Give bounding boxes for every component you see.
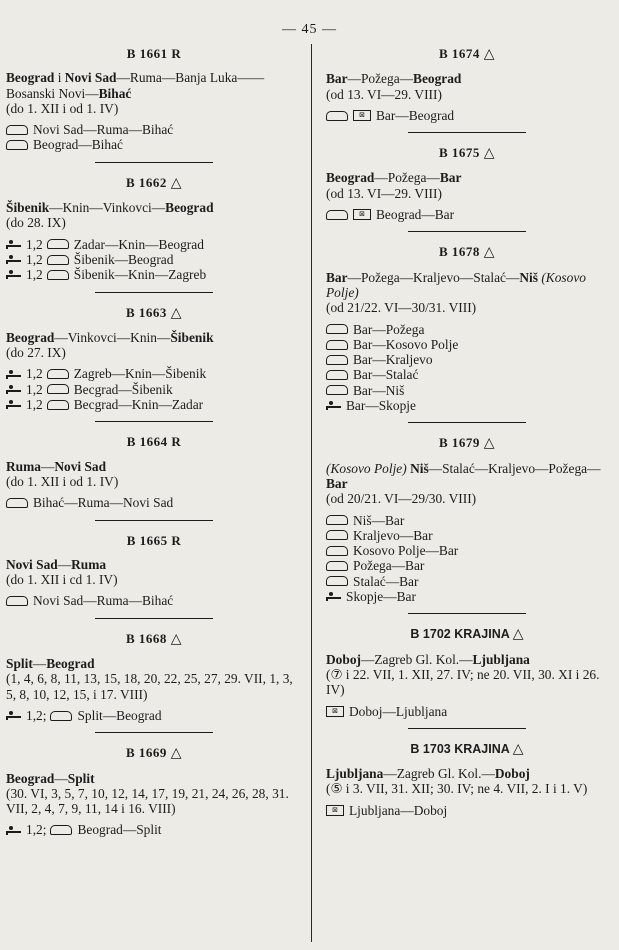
route-terminal: Beograd bbox=[46, 656, 95, 672]
through-car-service bbox=[326, 513, 608, 528]
service-route: Novi Sad—Ruma—Bihać bbox=[33, 593, 174, 609]
class-label: 1,2; bbox=[26, 707, 47, 723]
through-car-service bbox=[326, 108, 608, 123]
class-label: 1,2 bbox=[26, 366, 43, 382]
route-terminal: Novi Sad bbox=[54, 458, 107, 474]
train-route bbox=[6, 459, 302, 474]
route-via: — bbox=[40, 458, 55, 474]
route-terminal: Ruma bbox=[71, 556, 107, 572]
seasonal-triangle-icon: △ bbox=[512, 739, 524, 756]
section-divider bbox=[408, 728, 526, 729]
couchette-car-icon bbox=[326, 385, 348, 395]
train-route bbox=[6, 70, 302, 101]
through-car-service bbox=[6, 822, 302, 837]
through-car-service bbox=[6, 366, 302, 381]
route-via: —Požega— bbox=[347, 71, 414, 87]
route-terminal: Split bbox=[6, 656, 33, 672]
through-car-service bbox=[6, 397, 302, 412]
route-terminal: Bar bbox=[326, 71, 348, 87]
train-route bbox=[326, 71, 608, 86]
through-car-service bbox=[326, 589, 608, 604]
train-number-text: B 1674 bbox=[439, 46, 480, 61]
route-terminal: Split bbox=[67, 770, 95, 786]
train-number-text: B 1661 R bbox=[126, 46, 182, 61]
service-route: Bar—Požega bbox=[353, 321, 425, 337]
page-number: — 45 — bbox=[282, 22, 337, 37]
through-car-service bbox=[6, 593, 302, 608]
route-terminal: Niš bbox=[519, 269, 538, 285]
train-number-text: B 1664 R bbox=[126, 434, 182, 450]
route-via: i bbox=[54, 70, 65, 86]
couchette-car-icon bbox=[326, 530, 348, 540]
couchette-car-icon bbox=[6, 596, 28, 606]
through-car-service bbox=[326, 207, 608, 222]
route-terminal: Novi Sad bbox=[6, 556, 58, 572]
route-terminal: Doboj bbox=[494, 766, 530, 782]
couchette-car-icon bbox=[326, 324, 348, 334]
service-route: Požega—Bar bbox=[353, 558, 425, 574]
couchette-car-icon bbox=[326, 576, 348, 586]
train-route bbox=[326, 461, 608, 492]
train-number-text: B 1703 KRAJINA bbox=[410, 741, 510, 756]
route-via: — bbox=[54, 770, 68, 786]
train-number bbox=[6, 631, 302, 647]
train-number bbox=[6, 305, 302, 321]
train-route bbox=[326, 170, 608, 185]
validity-period: (⑦ i 22. VII, 1. XII, 27. IV; ne 20. VII, 30. XI i 26. IV) bbox=[326, 666, 600, 698]
train-route bbox=[6, 771, 302, 786]
through-car-service bbox=[326, 352, 608, 367]
route-note: (Kosovo Polje) bbox=[326, 269, 586, 300]
route-terminal: Šibenik bbox=[6, 200, 50, 216]
service-route: Bihać—Ruma—Novi Sad bbox=[33, 495, 174, 511]
train-route bbox=[6, 656, 302, 671]
service-route: Becgrad—Knin—Zadar bbox=[73, 397, 204, 413]
couchette-car-icon bbox=[326, 340, 348, 350]
route-terminal: Doboj bbox=[326, 651, 361, 667]
sleeping-car-icon bbox=[6, 370, 21, 379]
service-route: Beograd—Bar bbox=[376, 207, 455, 223]
route-via: —Zagreb Gl. Kol.— bbox=[383, 766, 495, 782]
service-route: Šibenik—Knin—Zagreb bbox=[73, 267, 207, 283]
through-car-service bbox=[6, 708, 302, 723]
service-route: Stalać—Bar bbox=[353, 573, 419, 589]
couchette-car-icon bbox=[326, 515, 348, 525]
route-terminal: Bihać bbox=[98, 85, 132, 101]
couchette-car-icon bbox=[326, 355, 348, 365]
class-label: 1,2; bbox=[26, 822, 47, 838]
train-section bbox=[6, 745, 302, 837]
service-route: Beograd—Bihać bbox=[33, 137, 123, 153]
couchette-car-icon bbox=[326, 210, 348, 220]
train-section bbox=[6, 175, 302, 283]
validity-period: (od 20/21. VI—29/30. VIII) bbox=[326, 491, 477, 507]
train-section bbox=[6, 434, 302, 510]
route-via: —Vinkovci—Knin— bbox=[54, 329, 171, 345]
train-number-text: B 1668 bbox=[126, 630, 167, 646]
service-route: Skopje—Bar bbox=[346, 589, 416, 605]
train-number-text: B 1663 bbox=[126, 304, 167, 320]
train-number bbox=[326, 626, 608, 642]
sleeping-car-icon bbox=[326, 592, 341, 601]
couchette-car-icon bbox=[326, 370, 348, 380]
validity-period: (⑤ i 3. VII, 31. XII; 30. IV; ne 4. VII, 2. I i 1. V) bbox=[326, 781, 588, 797]
through-car-service bbox=[326, 803, 608, 818]
sleeping-car-icon bbox=[6, 255, 21, 264]
train-route bbox=[326, 766, 608, 781]
seasonal-triangle-icon: △ bbox=[170, 305, 182, 321]
train-number bbox=[6, 175, 302, 191]
service-route: Becgrad—Šibenik bbox=[73, 381, 173, 397]
train-number bbox=[6, 533, 302, 548]
couchette-car-icon bbox=[47, 239, 69, 249]
route-via: —Knin—Vinkovci— bbox=[49, 200, 166, 216]
class-label: 1,2 bbox=[26, 397, 43, 413]
train-route bbox=[6, 557, 302, 572]
section-divider bbox=[95, 520, 213, 521]
seasonal-triangle-icon: △ bbox=[170, 175, 182, 191]
train-number bbox=[326, 741, 608, 757]
service-route: Bar—Skopje bbox=[346, 398, 416, 414]
through-car-service bbox=[326, 558, 608, 573]
validity-period: (do 27. IX) bbox=[6, 345, 66, 361]
couchette-car-icon bbox=[326, 111, 348, 121]
validity-period: (od 13. VI—29. VIII) bbox=[326, 86, 442, 102]
through-car-service bbox=[6, 122, 302, 137]
through-car-service bbox=[326, 398, 608, 413]
seasonal-triangle-icon: △ bbox=[170, 631, 182, 647]
seasonal-triangle-icon: △ bbox=[483, 146, 495, 162]
route-note: (Kosovo Polje) bbox=[326, 460, 407, 476]
section-divider bbox=[95, 421, 213, 422]
sleeping-car-icon bbox=[6, 400, 21, 409]
service-route: Kosovo Polje—Bar bbox=[353, 543, 459, 559]
couchette-car-icon bbox=[50, 711, 72, 721]
couchette-car-icon bbox=[47, 270, 69, 280]
route-terminal: Ljubljana bbox=[472, 651, 530, 667]
seasonal-triangle-icon: △ bbox=[483, 436, 495, 452]
section-divider bbox=[95, 732, 213, 733]
route-terminal: Beograd bbox=[165, 200, 214, 216]
route-terminal: Beograd bbox=[413, 71, 462, 87]
service-route: Bar—Niš bbox=[353, 382, 405, 398]
through-car-service bbox=[6, 237, 302, 252]
couchette-car-icon bbox=[6, 140, 28, 150]
route-terminal: Beograd bbox=[6, 329, 55, 345]
validity-period: (do 28. IX) bbox=[6, 215, 66, 231]
train-number bbox=[326, 244, 608, 260]
train-number bbox=[326, 46, 608, 62]
service-route: Doboj—Ljubljana bbox=[349, 703, 448, 719]
couchette-car-icon bbox=[47, 400, 69, 410]
section-divider bbox=[95, 618, 213, 619]
train-section bbox=[326, 435, 608, 604]
couchette-car-icon bbox=[47, 255, 69, 265]
section-divider bbox=[95, 292, 213, 293]
train-section bbox=[326, 626, 608, 718]
train-number-text: B 1679 bbox=[439, 435, 480, 451]
service-route: Kraljevo—Bar bbox=[353, 527, 433, 543]
service-route: Niš—Bar bbox=[353, 512, 405, 528]
through-car-service bbox=[326, 543, 608, 558]
couchette-car-icon bbox=[326, 546, 348, 556]
service-route: Zadar—Knin—Beograd bbox=[73, 236, 204, 252]
couchette-car-icon bbox=[6, 498, 28, 508]
train-section bbox=[6, 533, 302, 609]
couchette-car-icon bbox=[326, 561, 348, 571]
right-column bbox=[326, 46, 608, 944]
train-number-text: B 1702 KRAJINA bbox=[410, 627, 510, 642]
train-route bbox=[326, 652, 608, 667]
route-terminal: Bar bbox=[326, 269, 348, 285]
through-car-service bbox=[326, 704, 608, 719]
validity-period: (do 1. XII i od 1. IV) bbox=[6, 100, 119, 116]
train-section bbox=[6, 305, 302, 413]
class-label: 1,2 bbox=[26, 251, 43, 267]
through-car-service bbox=[326, 383, 608, 398]
train-number bbox=[6, 434, 302, 449]
sleeping-car-icon bbox=[6, 270, 21, 279]
sleeping-car-icon bbox=[6, 240, 21, 249]
route-via: — bbox=[32, 656, 47, 672]
validity-period: (od 21/22. VI—30/31. VIII) bbox=[326, 300, 477, 316]
through-car-service bbox=[6, 267, 302, 282]
seasonal-triangle-icon: △ bbox=[170, 746, 182, 762]
through-car-service bbox=[6, 137, 302, 152]
route-via: —Ruma—Banja Luka——Bosanski Novi— bbox=[6, 70, 265, 101]
section-divider bbox=[408, 132, 526, 133]
service-route: Bar—Stalać bbox=[353, 367, 419, 383]
service-route: Novi Sad—Ruma—Bihać bbox=[33, 122, 174, 138]
section-divider bbox=[408, 422, 526, 423]
car-transport-icon: ⊠ bbox=[353, 110, 371, 121]
route-terminal: Šibenik bbox=[170, 329, 214, 345]
service-route: Bar—Beograd bbox=[376, 107, 455, 123]
train-route bbox=[326, 270, 608, 301]
route-via: —Požega— bbox=[374, 170, 440, 186]
route-terminal: Bar bbox=[326, 475, 348, 491]
validity-period: (30. VI, 3, 5, 7, 10, 12, 14, 17, 19, 21, 24, 26, 28, 31. VII, 2, 4, 7, 9, 11, 14 i 16. VIII) bbox=[6, 785, 289, 817]
sleeping-car-icon bbox=[6, 826, 21, 835]
service-route: Beograd—Split bbox=[77, 822, 162, 838]
through-car-service bbox=[326, 322, 608, 337]
class-label: 1,2 bbox=[26, 267, 43, 283]
route-terminal: Bar bbox=[439, 170, 462, 186]
service-route: Zagreb—Knin—Šibenik bbox=[73, 366, 207, 382]
train-number-text: B 1669 bbox=[126, 745, 167, 761]
through-car-service bbox=[6, 252, 302, 267]
seasonal-triangle-icon: △ bbox=[512, 625, 524, 642]
service-route: Split—Beograd bbox=[77, 707, 162, 723]
through-car-service bbox=[326, 367, 608, 382]
section-divider bbox=[408, 231, 526, 232]
train-number-text: B 1662 bbox=[126, 174, 167, 190]
through-car-service bbox=[326, 528, 608, 543]
train-section bbox=[326, 741, 608, 818]
seasonal-triangle-icon: △ bbox=[483, 245, 495, 261]
class-label: 1,2 bbox=[26, 236, 43, 252]
route-terminal: Niš bbox=[410, 460, 429, 476]
train-number-text: B 1678 bbox=[439, 244, 480, 260]
route-terminal: Ruma bbox=[6, 458, 41, 474]
train-number-text: B 1665 R bbox=[126, 532, 182, 548]
train-section bbox=[326, 244, 608, 413]
car-transport-icon: ⊠ bbox=[326, 805, 344, 816]
couchette-car-icon bbox=[50, 825, 72, 835]
through-car-service bbox=[326, 574, 608, 589]
train-section bbox=[6, 46, 302, 153]
class-label: 1,2 bbox=[26, 381, 43, 397]
car-transport-icon: ⊠ bbox=[353, 209, 371, 220]
train-number bbox=[6, 745, 302, 761]
service-route: Šibenik—Beograd bbox=[73, 251, 174, 267]
couchette-car-icon bbox=[6, 125, 28, 135]
couchette-car-icon bbox=[47, 384, 69, 394]
through-car-service bbox=[6, 495, 302, 510]
train-section bbox=[326, 145, 608, 222]
section-divider bbox=[95, 162, 213, 163]
validity-period: (do 1. XII i cd 1. IV) bbox=[6, 572, 118, 588]
validity-period: (1, 4, 6, 8, 11, 13, 15, 18, 20, 22, 25, 27, 29. VII, 1, 3, 5, 8, 10, 12, 15, i 17. VIII) bbox=[6, 671, 293, 702]
car-transport-icon: ⊠ bbox=[326, 706, 344, 717]
service-route: Ljubljana—Doboj bbox=[349, 802, 448, 818]
validity-period: (od 13. VI—29. VIII) bbox=[326, 185, 442, 201]
route-via: — bbox=[57, 556, 72, 572]
route-via: —Zagreb Gl. Kol.— bbox=[360, 651, 473, 667]
through-car-service bbox=[6, 382, 302, 397]
sleeping-car-icon bbox=[6, 385, 21, 394]
through-car-service bbox=[326, 337, 608, 352]
service-route: Bar—Kraljevo bbox=[353, 352, 433, 368]
route-terminal: Beograd bbox=[6, 770, 55, 786]
train-number bbox=[6, 46, 302, 61]
route-terminal: Novi Sad bbox=[64, 70, 117, 86]
route-terminal: Ljubljana bbox=[326, 766, 384, 782]
route-terminal: Beograd bbox=[326, 170, 375, 186]
sleeping-car-icon bbox=[6, 711, 21, 720]
train-section bbox=[6, 631, 302, 723]
train-number bbox=[326, 145, 608, 161]
validity-period: (do 1. XII i od 1. IV) bbox=[6, 473, 119, 489]
train-section bbox=[326, 46, 608, 123]
couchette-car-icon bbox=[47, 369, 69, 379]
left-column bbox=[6, 46, 302, 944]
train-number bbox=[326, 435, 608, 451]
sleeping-car-icon bbox=[326, 401, 341, 410]
route-terminal: Beograd bbox=[6, 70, 55, 86]
route-via: —Stalać—Kraljevo—Požega— bbox=[428, 460, 601, 476]
train-route bbox=[6, 200, 302, 215]
seasonal-triangle-icon: △ bbox=[483, 47, 495, 62]
column-divider bbox=[311, 44, 312, 942]
section-divider bbox=[408, 613, 526, 614]
train-route bbox=[6, 330, 302, 345]
train-number-text: B 1675 bbox=[439, 145, 480, 161]
service-route: Bar—Kosovo Polje bbox=[353, 336, 459, 352]
route-via: —Požega—Kraljevo—Stalać— bbox=[347, 269, 520, 285]
